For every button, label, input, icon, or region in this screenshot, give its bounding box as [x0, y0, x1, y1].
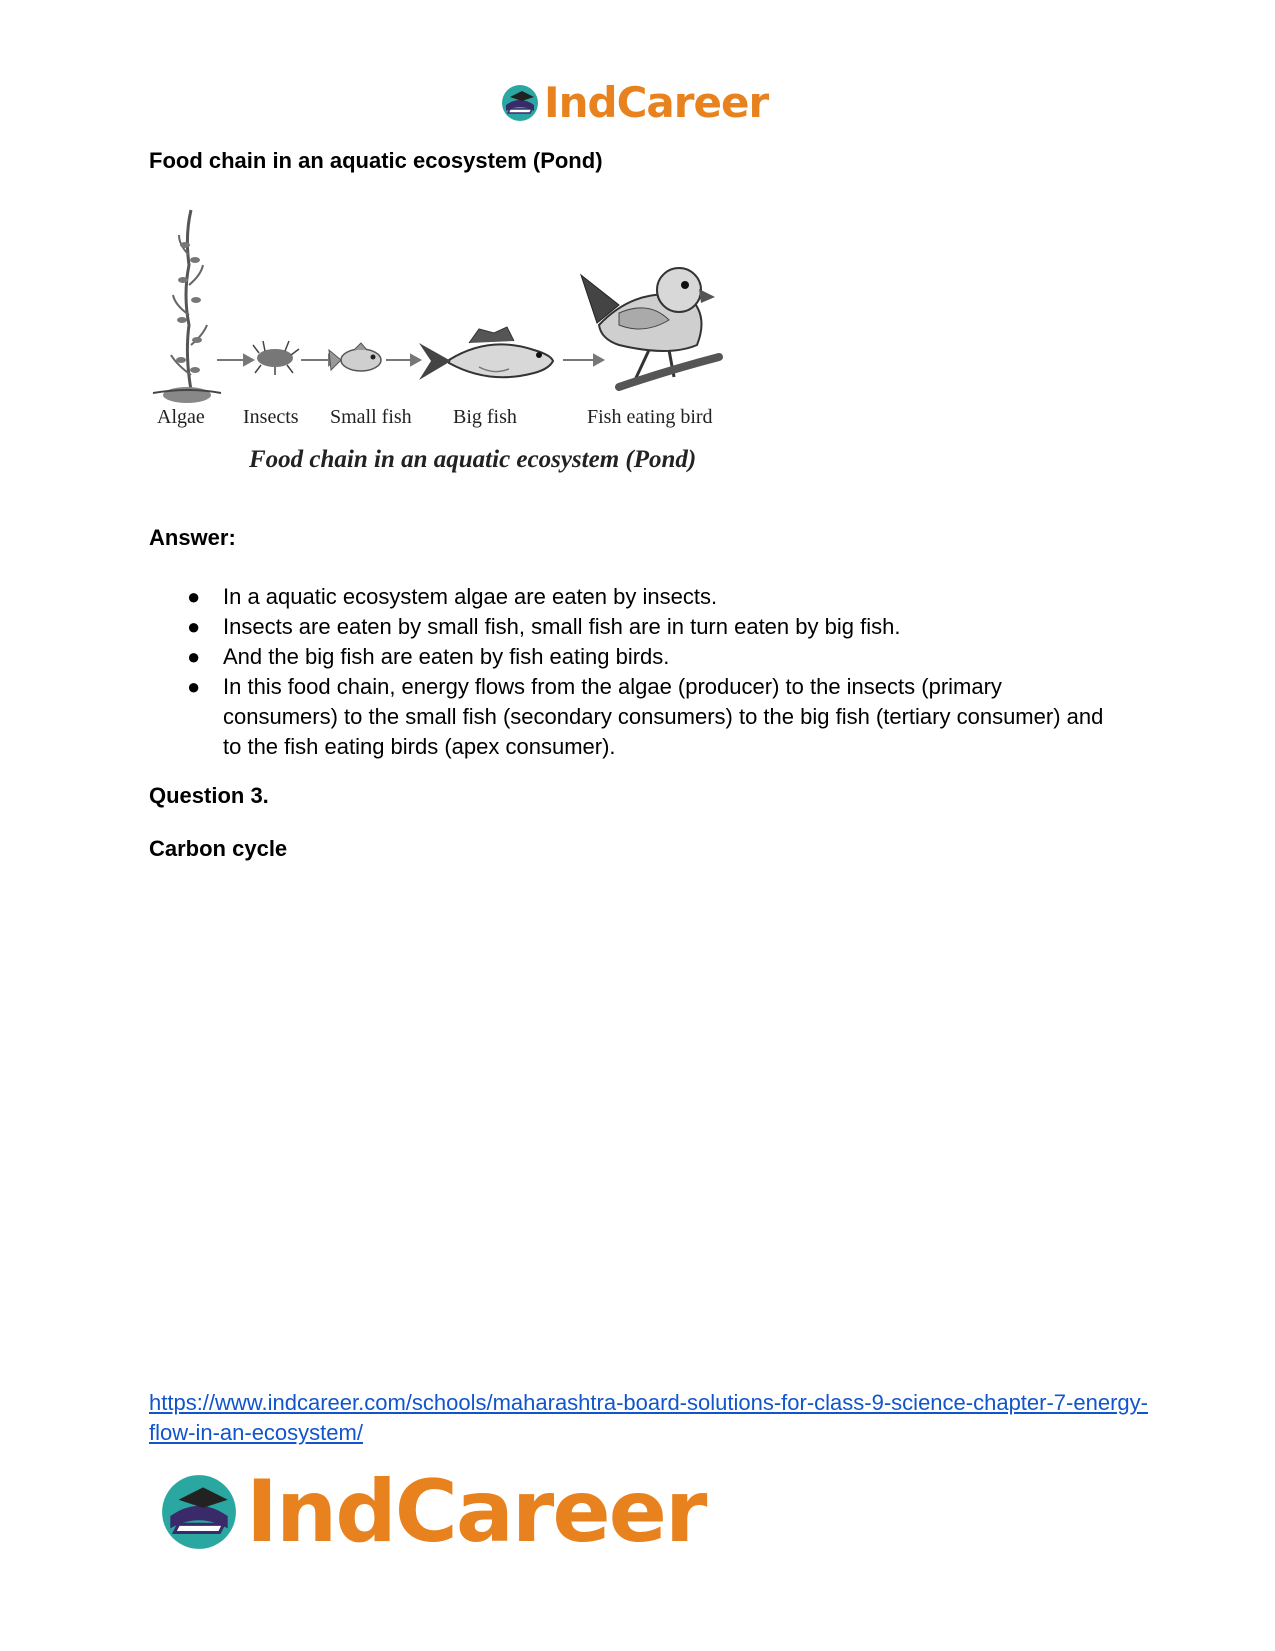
question-label: Question 3.	[149, 783, 269, 808]
brand-logo-text: IndCareer	[544, 78, 769, 127]
globe-book-icon	[500, 83, 540, 123]
figure-caption: Food chain in an aquatic ecosystem (Pond)	[249, 446, 697, 473]
bullet-icon: ●	[187, 584, 201, 609]
source-link[interactable]: https://www.indcareer.com/schools/maharashtra-board-solutions-for-class-9-science-chapter-7-energy-flow-in-an-ecosystem/	[149, 1390, 1148, 1445]
list-item: ● In this food chain, energy flows from the algae (producer) to the insects (primary consumers) to the small fish (secondary consumers) to the big fish (tertiary consumer) and to the fish eating birds (apex consumer).	[187, 674, 1104, 759]
footer-logo	[158, 1462, 705, 1562]
algae-illustration	[153, 210, 221, 403]
label-small-fish: Small fish	[330, 406, 412, 428]
insect-illustration	[253, 341, 299, 375]
list-item: ● Insects are eaten by small fish, small fish are in turn eaten by big fish.	[149, 612, 1109, 642]
label-algae: Algae	[157, 406, 205, 428]
label-insects: Insects	[243, 406, 299, 428]
list-item: ● And the big fish are eaten by fish eating birds.	[149, 642, 1109, 672]
header-logo	[500, 78, 768, 127]
small-fish-illustration	[329, 343, 381, 371]
big-fish-illustration	[419, 327, 553, 380]
bullet-icon: ●	[187, 674, 201, 699]
food-chain-figure	[149, 205, 759, 500]
list-item: ● In a aquatic ecosystem algae are eaten by insects.	[149, 582, 1109, 612]
label-fish-eating-bird: Fish eating bird	[587, 406, 713, 428]
fish-eating-bird-illustration	[581, 268, 719, 387]
answer-label: Answer:	[149, 525, 236, 550]
bullet-icon: ●	[187, 644, 201, 669]
bullet-icon: ●	[187, 614, 201, 639]
globe-book-icon	[158, 1471, 240, 1553]
label-big-fish: Big fish	[453, 406, 517, 428]
carbon-cycle-heading: Carbon cycle	[149, 836, 288, 861]
brand-logo-text: IndCareer	[246, 1462, 706, 1562]
answer-list	[149, 582, 1109, 762]
section-heading: Food chain in an aquatic ecosystem (Pond)	[149, 148, 603, 173]
